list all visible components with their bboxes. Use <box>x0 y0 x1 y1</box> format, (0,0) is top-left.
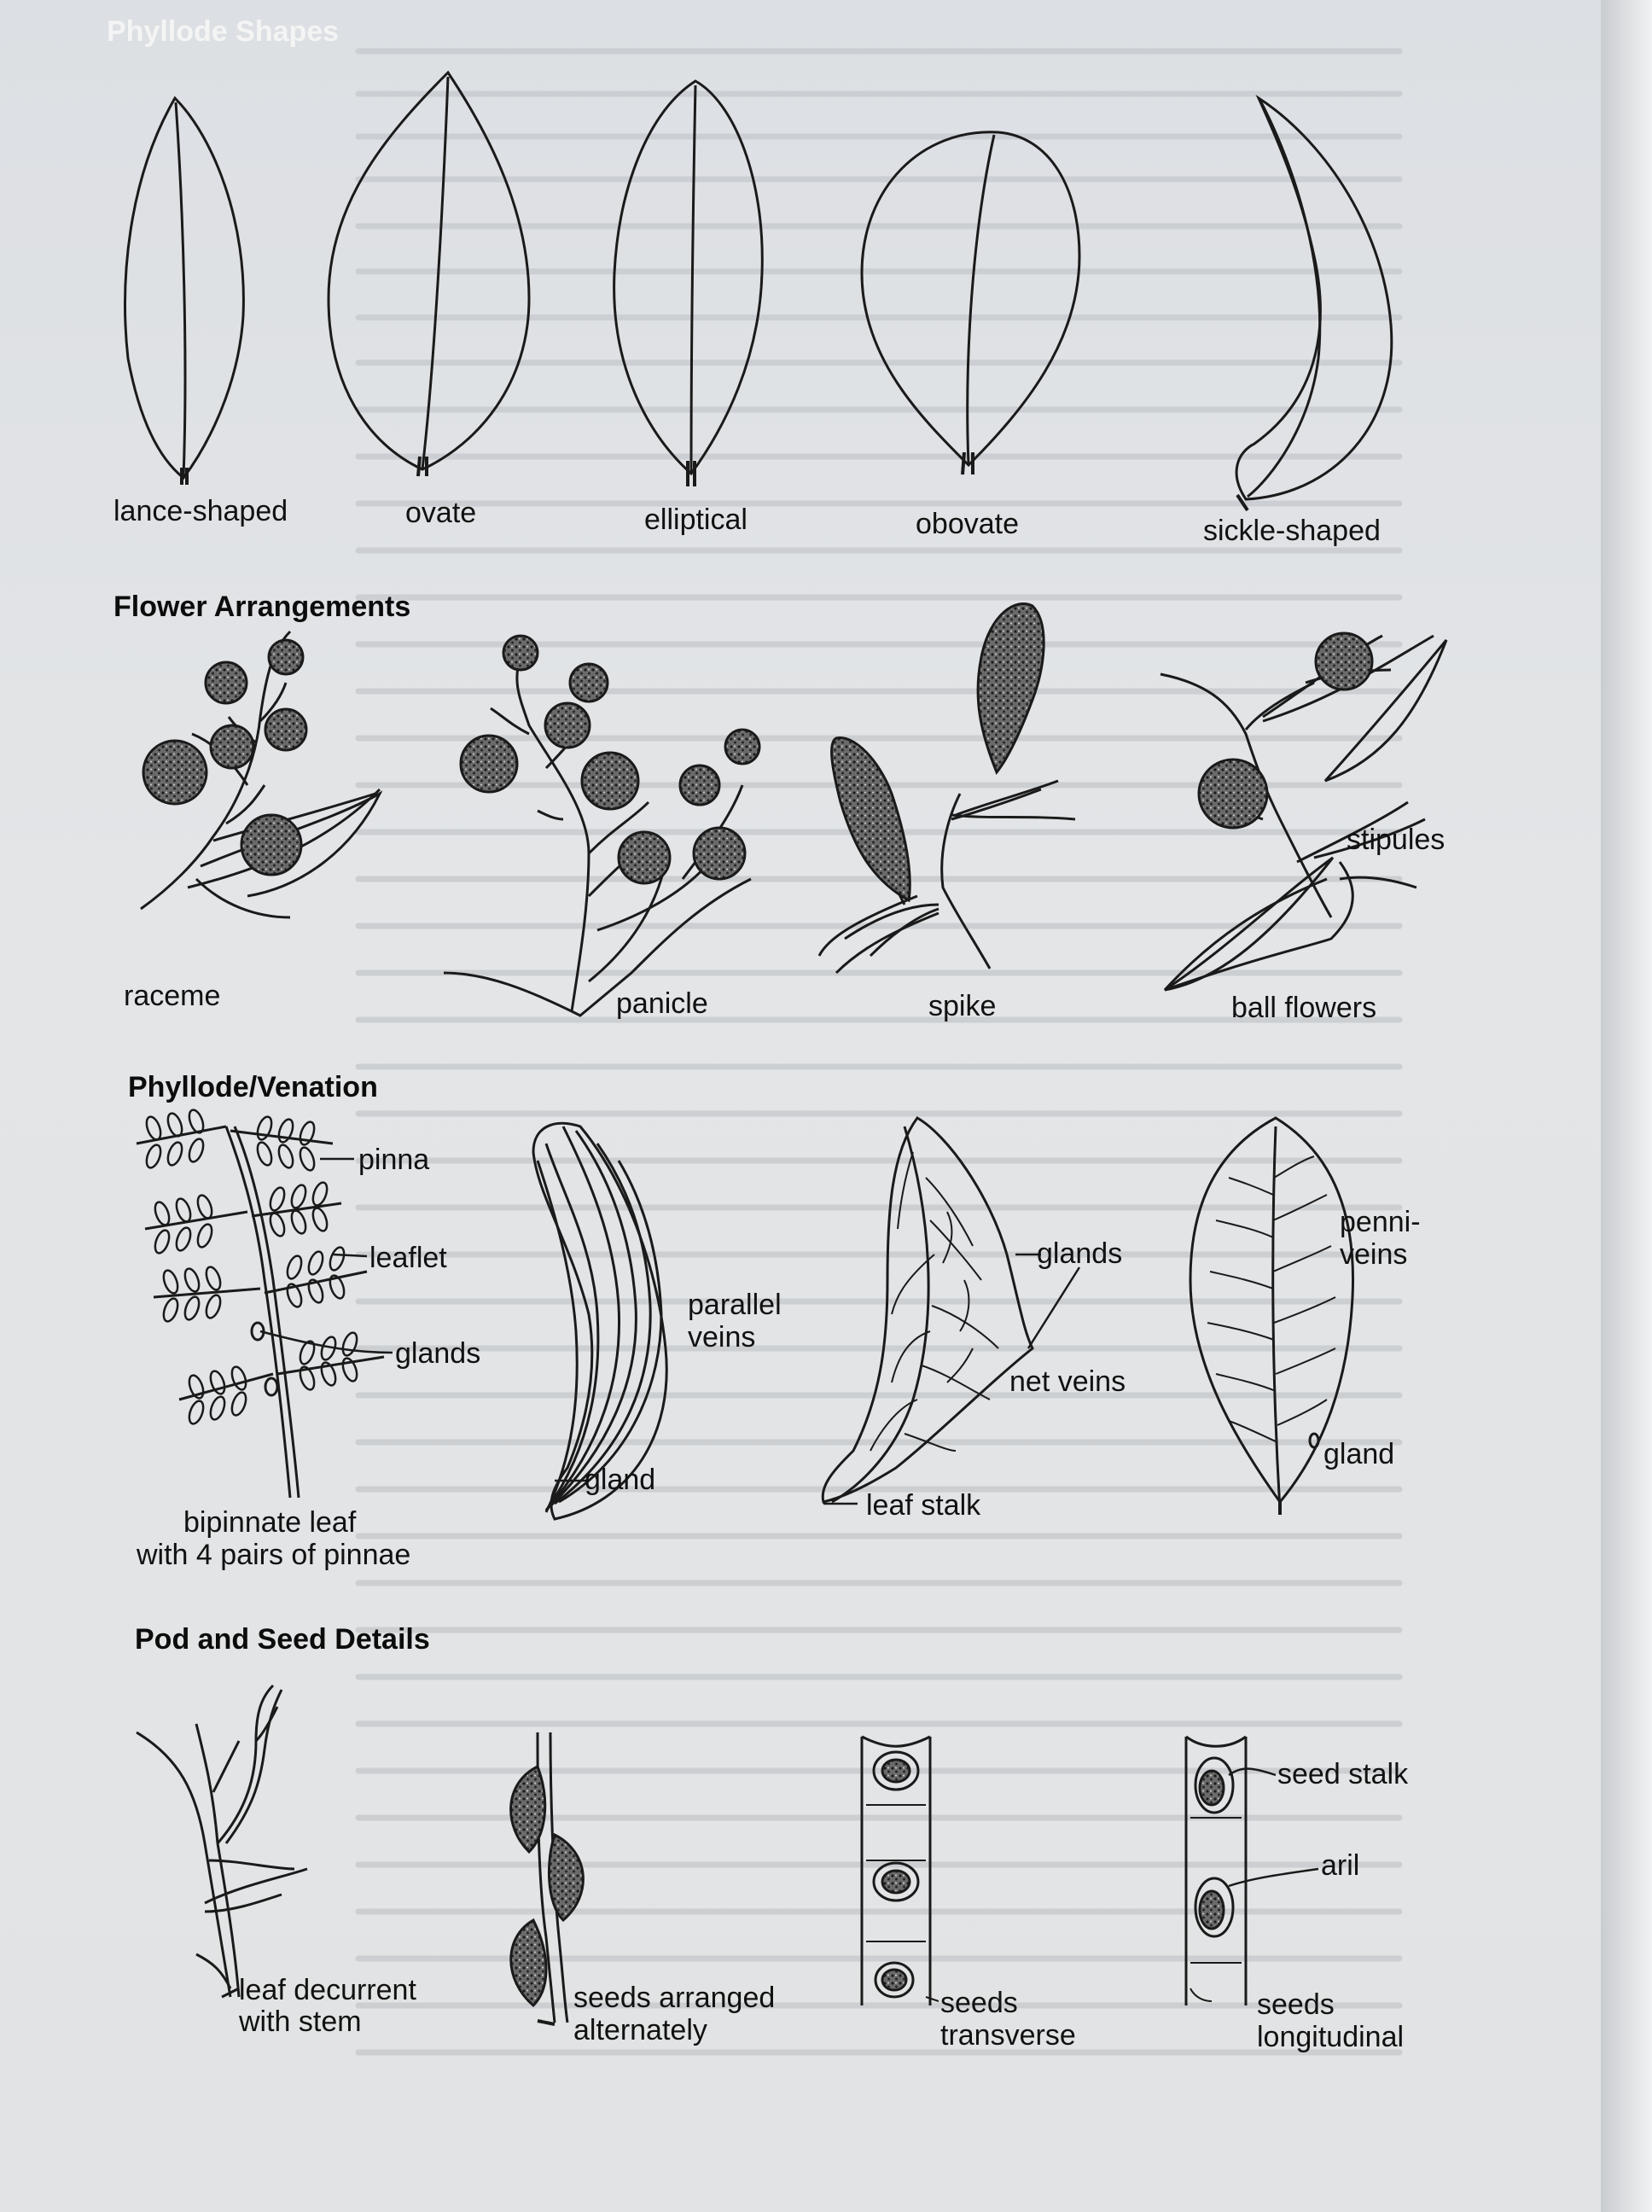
heading-pod-seed-details: Pod and Seed Details <box>135 1623 430 1656</box>
label-gland-penni: gland <box>1323 1438 1395 1470</box>
sickle-shaped-leaf-drawing <box>1236 98 1392 510</box>
leaf-decurrent-drawing <box>137 1685 307 1997</box>
label-with-stem: with stem <box>239 2005 362 2038</box>
label-net-veins: net veins <box>1009 1365 1126 1398</box>
label-gland-parallel: gland <box>585 1464 656 1496</box>
panicle-drawing <box>444 636 759 1016</box>
label-glands-net: glands <box>1037 1237 1123 1270</box>
label-stipules: stipules <box>1347 824 1446 856</box>
ball-flowers-drawing <box>1160 633 1446 990</box>
label-penni-veins: veins <box>1340 1238 1408 1271</box>
label-seed-stalk: seed stalk <box>1277 1758 1409 1790</box>
label-aril: aril <box>1321 1849 1360 1882</box>
spike-drawing <box>819 604 1075 974</box>
raceme-drawing <box>141 632 380 917</box>
ovate-leaf-drawing <box>329 73 529 476</box>
label-lance-shaped: lance-shaped <box>113 495 288 527</box>
label-elliptical: elliptical <box>644 504 747 536</box>
label-ovate: ovate <box>405 497 477 529</box>
label-panicle: panicle <box>616 987 708 1020</box>
label-seeds-longitudinal-2: longitudinal <box>1257 2021 1405 2053</box>
elliptical-leaf-drawing <box>614 81 763 486</box>
net-veins-drawing <box>823 1118 1079 1504</box>
label-seeds-transverse-1: seeds <box>940 1987 1018 2019</box>
lance-shaped-leaf-drawing <box>125 98 244 485</box>
label-seeds-transverse-2: transverse <box>940 2019 1076 2052</box>
label-bipinnate-pairs: with 4 pairs of pinnae <box>137 1539 411 1571</box>
label-penni: penni- <box>1340 1206 1421 1238</box>
bipinnate-leaf-drawing <box>137 1108 393 1498</box>
label-obovate: obovate <box>916 508 1019 540</box>
page-edge <box>1601 0 1652 2212</box>
label-sickle-shaped: sickle-shaped <box>1203 515 1381 547</box>
parallel-veins-drawing <box>533 1123 666 1519</box>
label-parallel: parallel <box>688 1289 782 1321</box>
label-leaf-stalk: leaf stalk <box>866 1489 981 1522</box>
label-parallel-veins: veins <box>688 1321 756 1353</box>
label-seeds-arranged: seeds arranged <box>573 1982 776 2014</box>
label-leaflet: leaflet <box>369 1242 447 1274</box>
label-leaf-decurrent: leaf decurrent <box>239 1974 416 2006</box>
label-glands-bipinnate: glands <box>395 1337 481 1370</box>
label-ball-flowers: ball flowers <box>1231 992 1377 1024</box>
label-pinna: pinna <box>358 1144 430 1176</box>
label-raceme: raceme <box>124 980 221 1012</box>
obovate-leaf-drawing <box>862 132 1079 474</box>
seeds-transverse-drawing <box>862 1737 939 2005</box>
heading-phyllode-venation: Phyllode/Venation <box>128 1071 378 1103</box>
label-spike: spike <box>928 990 997 1022</box>
label-seeds-longitudinal-1: seeds <box>1257 1988 1335 2021</box>
heading-phyllode-shapes: Phyllode Shapes <box>107 15 340 48</box>
label-bipinnate-leaf: bipinnate leaf <box>183 1506 357 1539</box>
seeds-alternate-drawing <box>511 1732 584 2024</box>
label-alternately: alternately <box>573 2014 707 2046</box>
heading-flower-arrangements: Flower Arrangements <box>113 591 411 623</box>
